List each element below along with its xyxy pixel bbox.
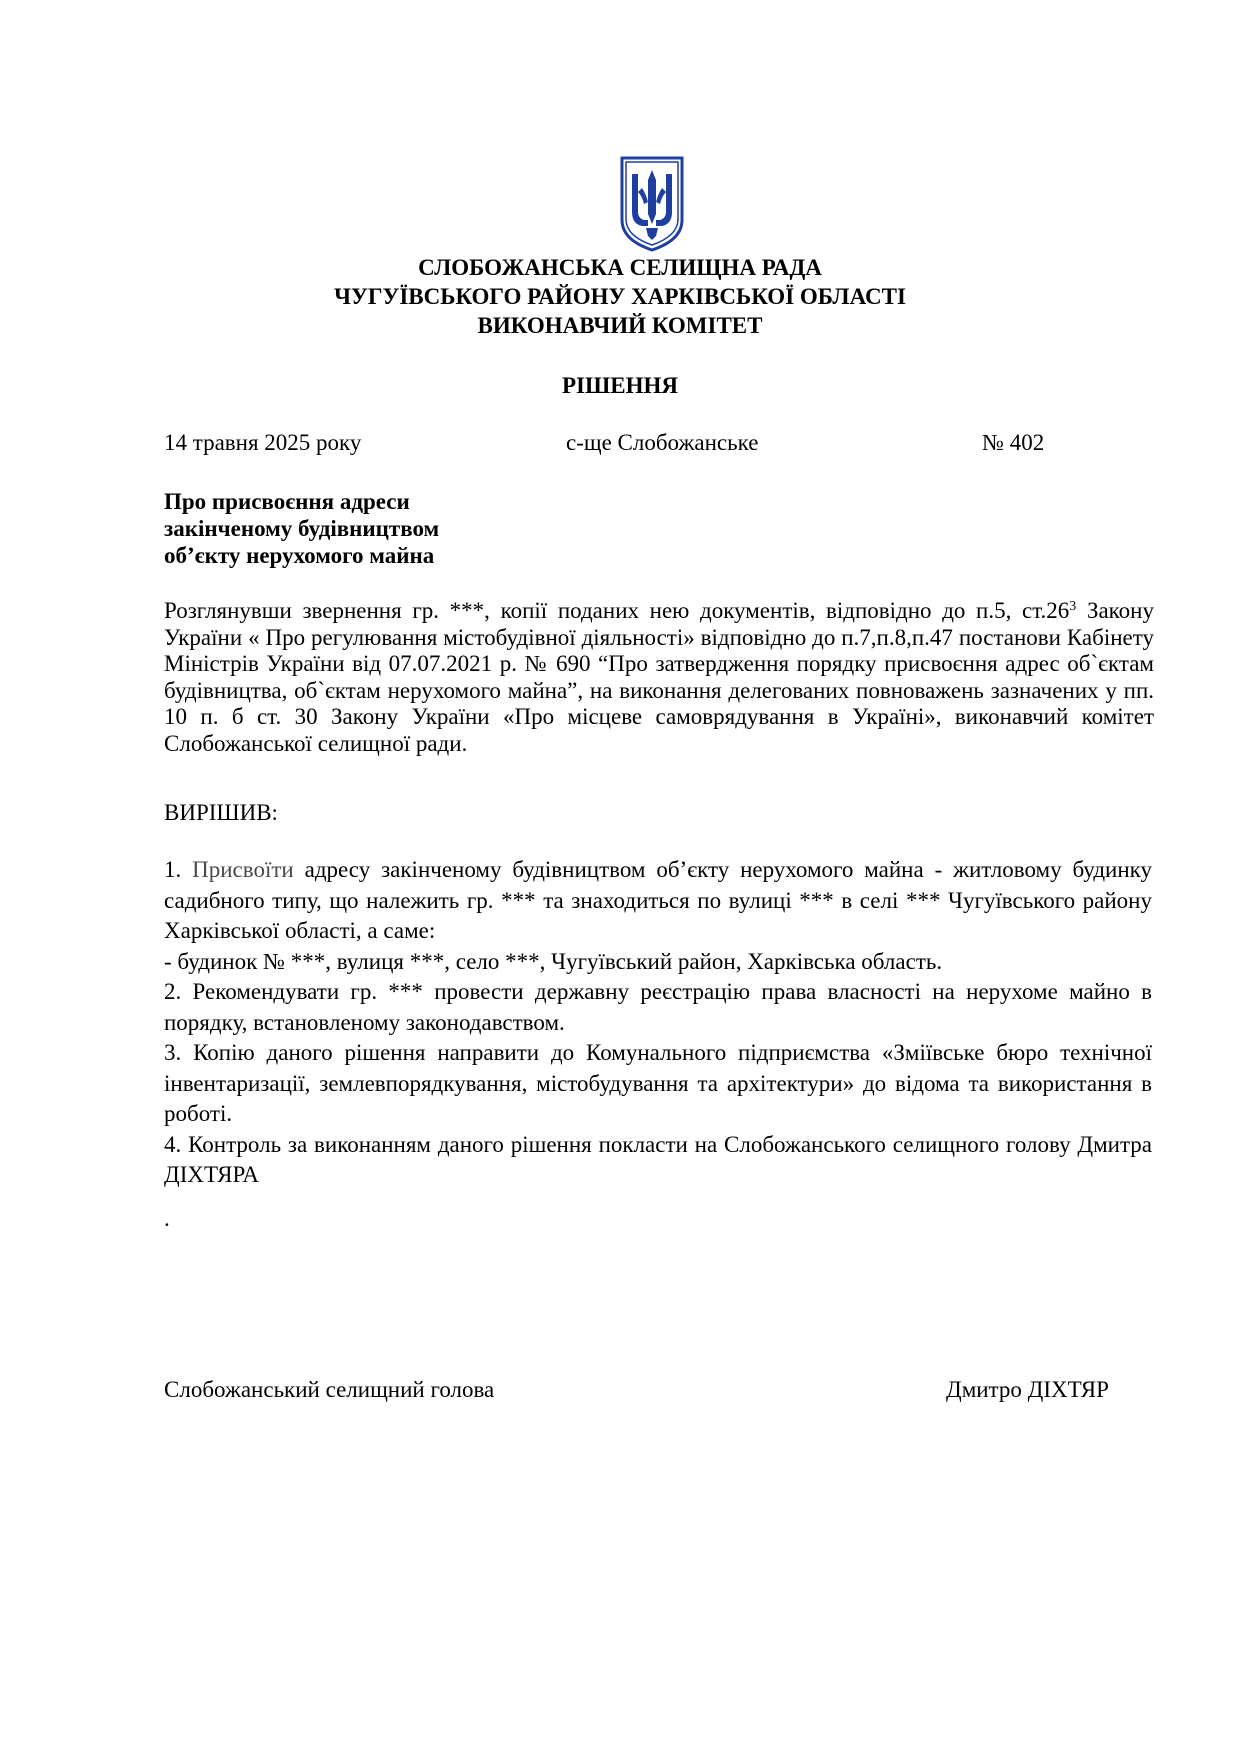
decision-date: 14 травня 2025 року — [164, 430, 362, 455]
decision-item-1-address: - будинок № ***, вулиця ***, село ***, Чугуївський район, Харківська область. — [164, 948, 943, 974]
preamble-superscript: 3 — [1069, 599, 1077, 614]
item-1-verb: Присвоїти — [192, 857, 294, 882]
decision-place: с-ще Слобожанське — [566, 430, 759, 455]
district-region-line: ЧУГУЇВСЬКОГО РАЙОНУ ХАРКІВСЬКОЇ ОБЛАСТІ — [334, 284, 906, 309]
preamble-paragraph — [164, 598, 1154, 757]
decision-item-4: 4. Контроль за виконанням даного рішення покласти на Слобожанського селищного голову Дмитра ДІХТЯРА — [164, 1131, 1152, 1187]
decision-item-3: 3. Копію даного рішення направити до Комунального підприємства «Зміївське бюро технічної інвентаризації, землевпорядкування, містобудування та архітектури» до відома та використання в роботі. — [164, 1040, 1152, 1126]
signature-name: Дмитро ДІХТЯР — [946, 1377, 1109, 1402]
trailing-dot: . — [164, 1206, 170, 1231]
subject-line-2: закінченому будівництвом — [164, 516, 440, 541]
decision-items — [164, 855, 1152, 1191]
trident-coat-of-arms-icon — [616, 154, 688, 254]
decision-item-2: 2. Рекомендувати гр. *** провести державну реєстрацію права власності на нерухоме майно в порядку, встановленому законодавством. — [164, 979, 1152, 1035]
preamble-text-end: Закону України « Про регулювання містобудівної діяльності» відповідно до п.7,п.8,п.47 постанови Кабінету Міністрів України від 07.07.2021 р. № 690 “Про затвердження порядку присвоєння адрес об`єктам будівництва, об`єктам нерухомого майна”, на виконання делегованих повноважень зазначених у пп. 10 п. б ст. 30 Закону України «Про місцеве самоврядування в Україні», виконавчий комітет Слобожанської селищної ради. — [164, 598, 1154, 756]
coat-of-arms-emblem — [616, 154, 688, 254]
council-name-line: СЛОБОЖАНСЬКА СЕЛИЩНА РАДА — [418, 255, 822, 280]
subject-line-3: об’єкту нерухомого майна — [164, 543, 435, 568]
item-1-text: адресу закінченому будівництвом об’єкту нерухомого майна - житловому будинку садибного типу, що належить гр. *** та знаходиться по вулиці *** в селі *** Чугуївського району Харківської області, а саме: — [164, 857, 1153, 943]
subject-line-1: Про присвоєння адреси — [164, 489, 410, 514]
executive-committee-line: ВИКОНАВЧИЙ КОМІТЕТ — [477, 313, 763, 338]
item-1-number: 1. — [164, 857, 193, 882]
decision-item-1 — [164, 855, 1152, 947]
signature-title: Слобожанський селищний голова — [164, 1377, 495, 1402]
decision-number: № 402 — [982, 430, 1045, 455]
preamble-text-start: Розглянувши звернення гр. ***, копії поданих нею документів, відповідно до п.5, ст.26 — [164, 598, 1070, 623]
document-type-title: РІШЕННЯ — [562, 373, 678, 398]
decided-label: ВИРІШИВ: — [164, 800, 278, 825]
